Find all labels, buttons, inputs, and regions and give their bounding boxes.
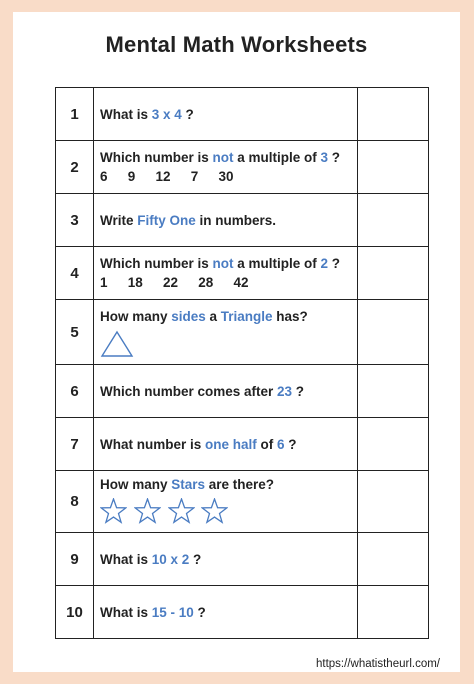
question-number: 4 [56, 247, 94, 300]
answer-box[interactable] [357, 418, 428, 471]
answer-box[interactable] [357, 247, 428, 300]
star-icon [134, 498, 161, 524]
question-text: What is 15 - 10 ? [93, 586, 357, 639]
question-number: 10 [56, 586, 94, 639]
question-text: What is 3 x 4 ? [93, 88, 357, 141]
question-text: What number is one half of 6 ? [93, 418, 357, 471]
answer-box[interactable] [357, 194, 428, 247]
answer-box[interactable] [357, 533, 428, 586]
question-row-3 [56, 194, 429, 247]
answer-box[interactable] [357, 365, 428, 418]
number-options: 1 18 22 28 42 [99, 275, 249, 290]
answer-box[interactable] [357, 88, 428, 141]
star-icon [201, 498, 228, 524]
question-row-6 [56, 365, 429, 418]
question-text: Which number is not a multiple of 2 ? 1 18 22 28 42 [93, 247, 357, 300]
question-number: 1 [56, 88, 94, 141]
question-row-1 [56, 88, 429, 141]
question-row-8 [56, 471, 429, 533]
question-row-10 [56, 586, 429, 639]
questions-table [55, 87, 429, 639]
question-number: 9 [56, 533, 94, 586]
question-text: Which number comes after 23 ? [93, 365, 357, 418]
question-number: 3 [56, 194, 94, 247]
question-row-7 [56, 418, 429, 471]
question-number: 8 [56, 471, 94, 533]
question-row-5 [56, 300, 429, 365]
stars-group [100, 498, 357, 529]
question-row-9 [56, 533, 429, 586]
star-icon [168, 498, 195, 524]
worksheet-page [13, 12, 460, 672]
answer-box[interactable] [357, 471, 428, 533]
page-title: Mental Math Worksheets [105, 32, 368, 57]
question-text: How many Stars are there? [93, 471, 357, 533]
question-text: What is 10 x 2 ? [93, 533, 357, 586]
answer-box[interactable] [357, 300, 428, 365]
question-number: 2 [56, 141, 94, 194]
source-url[interactable]: https://whatistheurl.com/ [316, 658, 440, 670]
question-text: Write Fifty One in numbers. [93, 194, 357, 247]
number-options: 6 9 12 7 30 [99, 169, 234, 184]
question-text: How many sides a Triangle has? [93, 300, 357, 365]
triangle-icon [100, 330, 134, 358]
star-icon [100, 498, 127, 524]
answer-box[interactable] [357, 141, 428, 194]
answer-box[interactable] [357, 586, 428, 639]
question-number: 7 [56, 418, 94, 471]
question-number: 6 [56, 365, 94, 418]
question-number: 5 [56, 300, 94, 365]
question-row-2 [56, 141, 429, 194]
question-row-4 [56, 247, 429, 300]
question-text: Which number is not a multiple of 3 ? 6 9 12 7 30 [93, 141, 357, 194]
